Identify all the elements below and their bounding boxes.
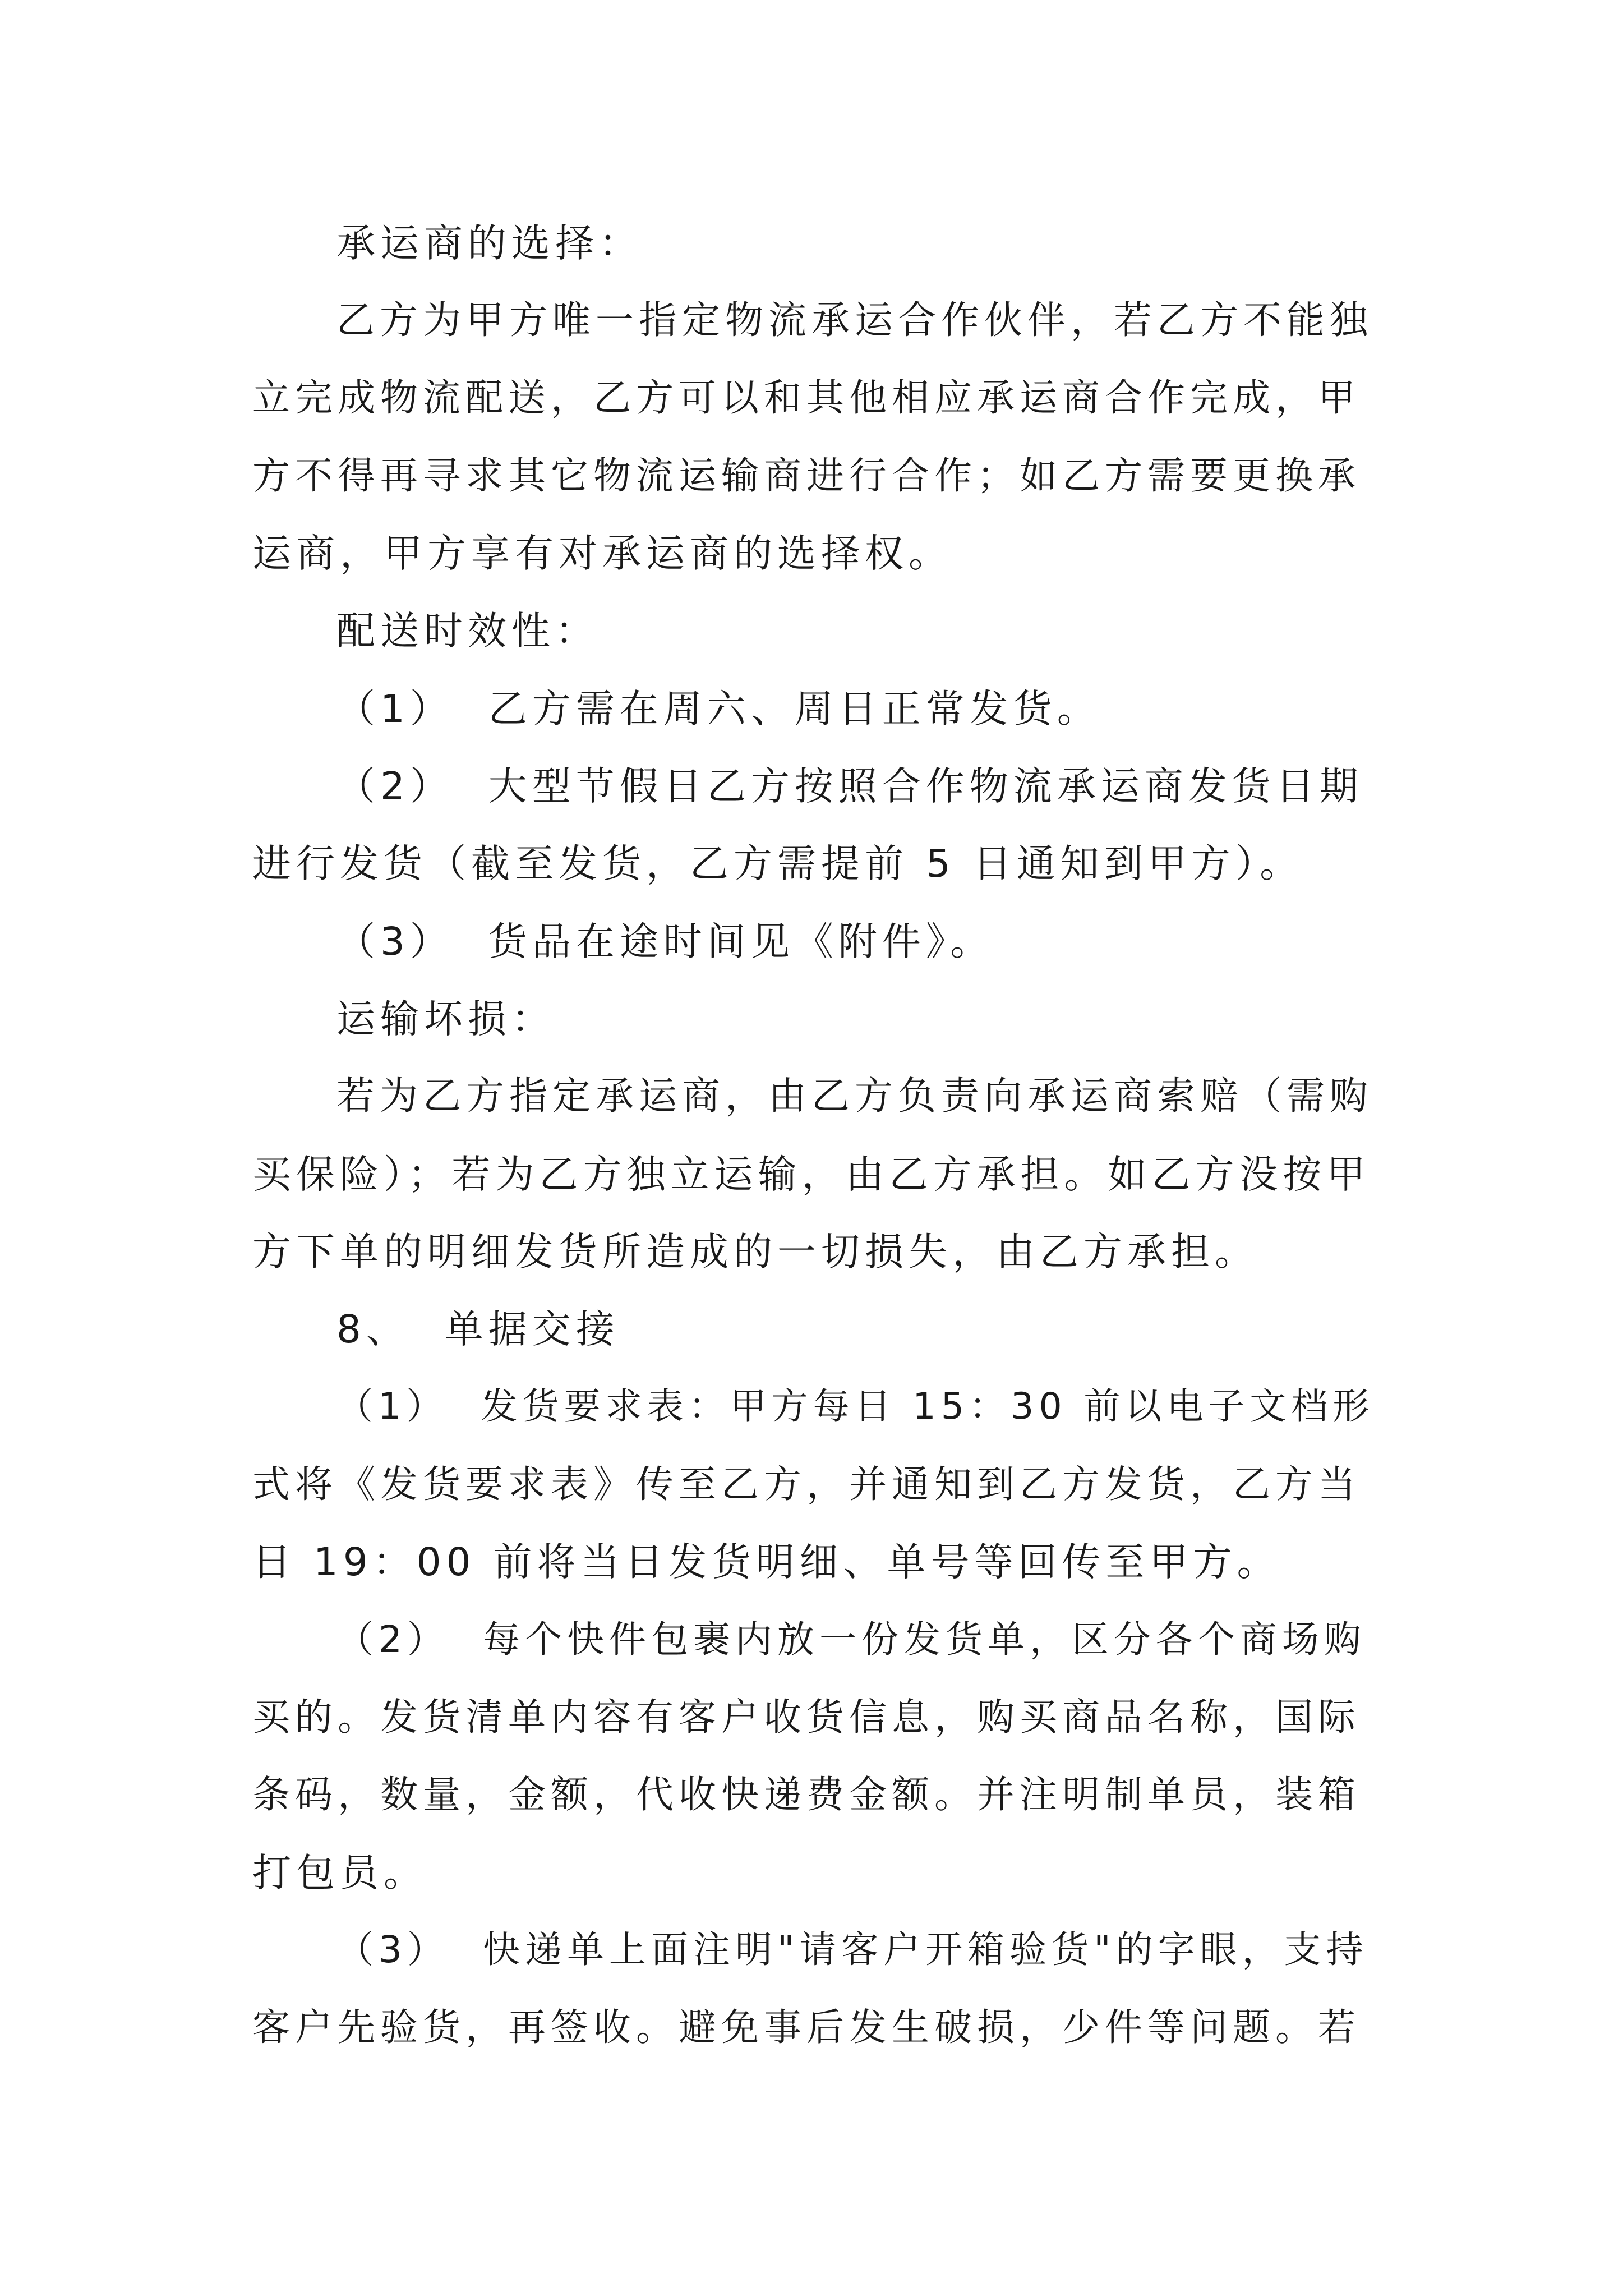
paragraph-line: 式将《发货要求表》传至乙方，并通知到乙方发货，乙方当: [252, 1462, 1361, 1506]
section-heading: 8、 单据交接: [336, 1307, 620, 1352]
paragraph-line: 若为乙方指定承运商，由乙方负责向承运商索赔（需购: [336, 1074, 1373, 1119]
paragraph-line: 运商，甲方享有对承运商的选择权。: [252, 531, 952, 576]
paragraph-line: 方不得再寻求其它物流运输商进行合作；如乙方需要更换承: [252, 454, 1361, 498]
paragraph-line: 乙方为甲方唯一指定物流承运合作伙伴，若乙方不能独: [336, 298, 1373, 343]
paragraph-line: 买保险）；若为乙方独立运输，由乙方承担。如乙方没按甲: [252, 1152, 1371, 1197]
list-item: （2） 大型节假日乙方按照合作物流承运商发货日期: [336, 764, 1363, 809]
paragraph-line: 买的。发货清单内容有客户收货信息，购买商品名称，国际: [252, 1695, 1361, 1739]
list-item: （1） 发货要求表：甲方每日 15：30 前以电子文档形: [336, 1386, 1375, 1428]
section-heading: 配送时效性：: [336, 609, 599, 654]
list-item: （1） 乙方需在周六、周日正常发货。: [336, 687, 1101, 731]
paragraph-line: 打包员。: [252, 1851, 427, 1895]
list-item: （3） 快递单上面注明"请客户开箱验货"的字眼，支持: [336, 1928, 1368, 1971]
section-heading: 承运商的选择：: [336, 221, 643, 266]
paragraph-line: 立完成物流配送，乙方可以和其他相应承运商合作完成，甲: [252, 376, 1361, 420]
paragraph-line: 客户先验货，再签收。避免事后发生破损，少件等问题。若: [252, 2005, 1361, 2049]
list-item: （3） 货品在途时间见《附件》。: [336, 919, 994, 964]
paragraph-line: 日 19：00 前将当日发货明细、单号等回传至甲方。: [252, 1540, 1281, 1585]
paragraph-line: 进行发货（截至发货，乙方需提前 5 日通知到甲方）。: [252, 841, 1304, 886]
section-heading: 运输坏损：: [336, 997, 555, 1042]
list-item: （2） 每个快件包裹内放一份发货单，区分各个商场购: [336, 1618, 1366, 1661]
paragraph-line: 条码，数量，金额，代收快递费金额。并注明制单员，装箱: [252, 1773, 1361, 1816]
paragraph-line: 方下单的明细发货所造成的一切损失，由乙方承担。: [252, 1230, 1258, 1274]
